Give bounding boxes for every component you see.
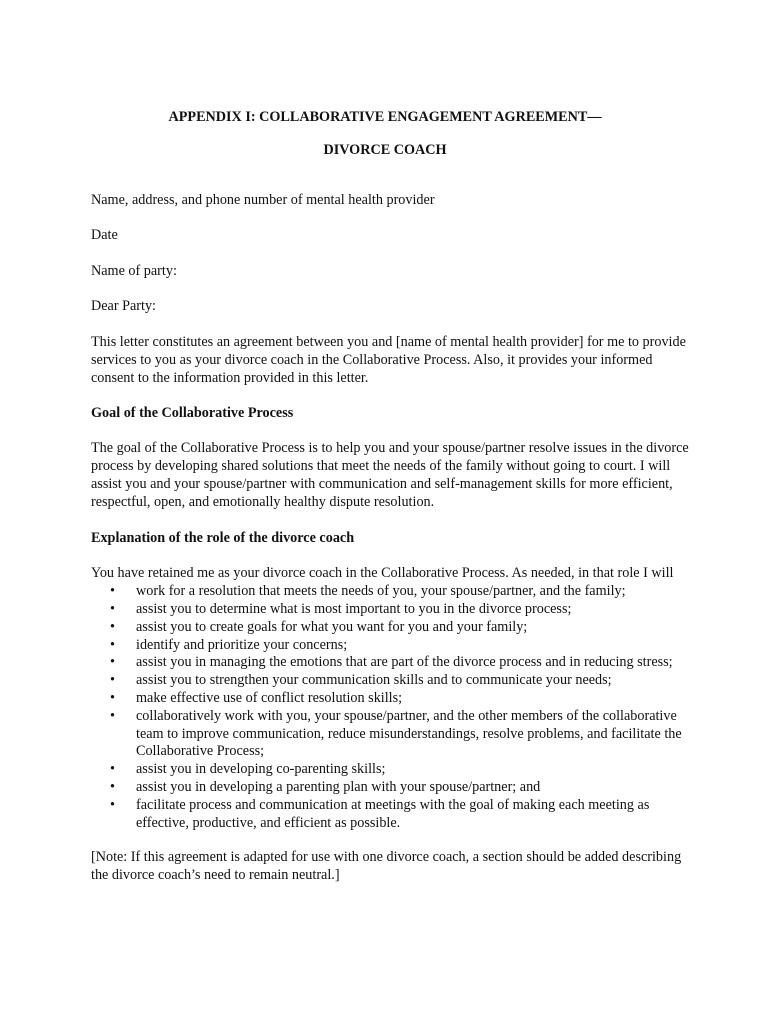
goal-heading: Goal of the Collaborative Process [91, 404, 294, 421]
list-item: • work for a resolution that meets the needs of you, your spouse/partner, and the family; [91, 583, 691, 601]
document-title-line-1: APPENDIX I: COLLABORATIVE ENGAGEMENT AGREEMENT— [168, 109, 602, 125]
list-item: • assist you in developing a parenting plan with your spouse/partner; and [91, 779, 691, 797]
list-item: • assist you in managing the emotions that are part of the divorce process and in reducing stress; [91, 654, 691, 672]
goal-paragraph: The goal of the Collaborative Process is to help you and your spouse/partner resolve issues in the divorce process by developing shared solutions that meet the needs of the family without going to court. I will assist you and your spouse/partner with communication and self-management skills for more efficient, respectful, open, and emotionally healthy dispute resolution. [91, 440, 689, 510]
list-item: • assist you to strengthen your communication skills and to communicate your needs; [91, 672, 691, 690]
intro-paragraph: This letter constitutes an agreement between you and [name of mental health provider] for me to provide services to you as your divorce coach in the Collaborative Process. Also, it provides your informed consent to the information provided in this letter. [91, 334, 686, 386]
role-bullet-list [91, 583, 691, 832]
list-item: • assist you to create goals for what you want for you and your family; [91, 619, 691, 637]
date-field: Date [91, 226, 118, 243]
document-title-line-2: DIVORCE COACH [323, 142, 447, 158]
list-item: • identify and prioritize your concerns; [91, 637, 691, 655]
party-name-field: Name of party: [91, 262, 177, 279]
salutation: Dear Party: [91, 298, 157, 315]
document-body [91, 192, 691, 885]
list-item: • collaboratively work with you, your spouse/partner, and the other members of the collaborative team to improve communication, reduce misunderstandings, resolve problems, and facilitate the Collaborative Process; [91, 708, 691, 761]
list-item: • facilitate process and communication at meetings with the goal of making each meeting as effective, productive, and efficient as possible. [91, 797, 691, 833]
role-intro-paragraph: You have retained me as your divorce coach in the Collaborative Process. As needed, in that role I will [91, 565, 674, 582]
role-heading: Explanation of the role of the divorce coach [91, 529, 355, 546]
note-paragraph: [Note: If this agreement is adapted for use with one divorce coach, a section should be added describing the divorce coach’s need to remain neutral.] [91, 849, 682, 884]
provider-field: Name, address, and phone number of mental health provider [91, 192, 435, 208]
list-item: • assist you in developing co-parenting skills; [91, 761, 691, 779]
list-item: • make effective use of conflict resolution skills; [91, 690, 691, 708]
list-item: • assist you to determine what is most important to you in the divorce process; [91, 601, 691, 619]
